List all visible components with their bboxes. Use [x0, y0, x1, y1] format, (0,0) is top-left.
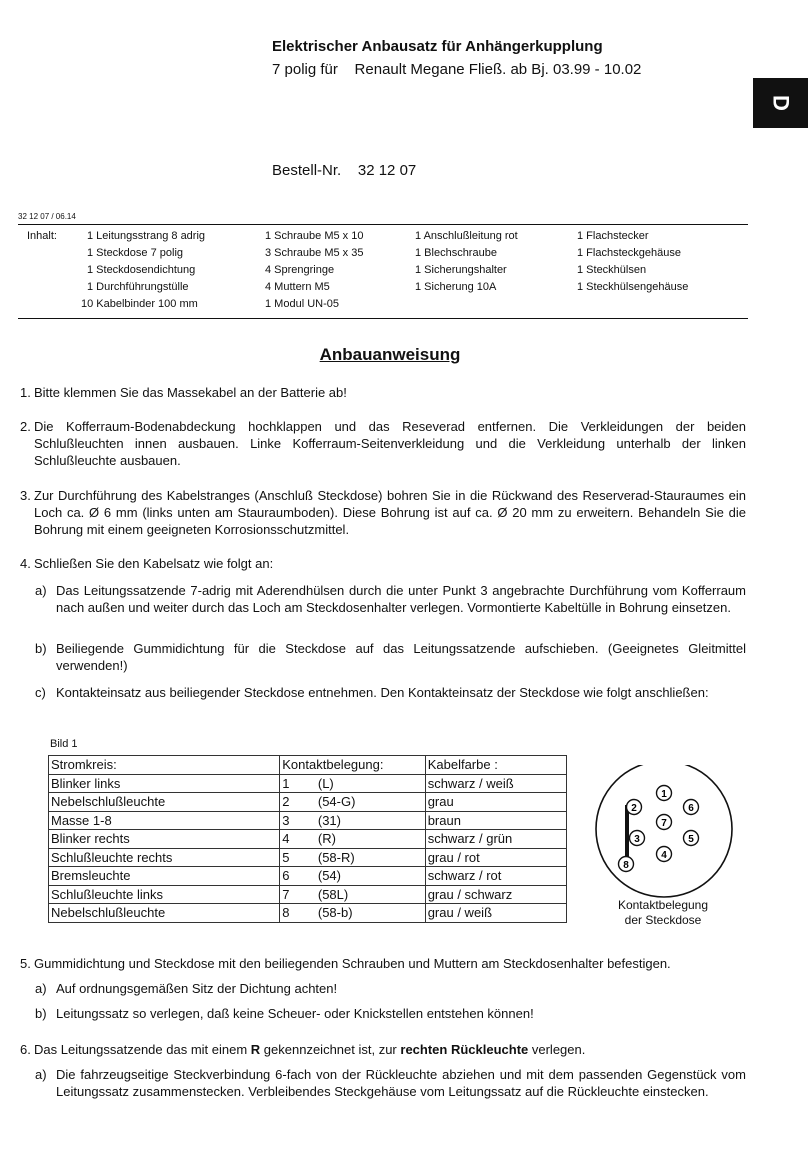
socket-caption-line1: Kontaktbelegung — [617, 898, 709, 912]
socket-pin-label: 3 — [634, 834, 640, 845]
circuit-cell: Blinker links — [49, 774, 280, 793]
step-5 — [20, 955, 760, 972]
pin-assignment-table — [48, 755, 567, 923]
code-cell: (54-G) — [316, 793, 425, 812]
step-2 — [20, 418, 746, 469]
contents-item: 1 Durchführungstülle — [87, 281, 189, 293]
step-6a — [35, 1066, 746, 1100]
code-cell: (58L) — [316, 885, 425, 904]
document-title: Elektrischer Anbausatz für Anhängerkupplung — [272, 38, 603, 55]
sub-label: a) — [35, 981, 47, 996]
table-row — [49, 774, 567, 793]
contents-item: 1 Sicherung 10A — [415, 281, 497, 293]
step-5b — [35, 1005, 746, 1022]
socket-pin-label: 6 — [688, 803, 694, 814]
circuit-cell: Nebelschlußleuchte — [49, 793, 280, 812]
circuit-cell: Schlußleuchte links — [49, 885, 280, 904]
figure-caption: Bild 1 — [50, 738, 78, 750]
contents-item: 1 Steckhülsengehäuse — [577, 281, 689, 293]
contents-item: 1 Steckdose 7 polig — [87, 247, 184, 259]
pin-cell: 4 — [280, 830, 316, 849]
step-text: Bitte klemmen Sie das Massekabel an der Batterie ab! — [34, 385, 347, 400]
color-cell: schwarz / weiß — [425, 774, 566, 793]
contents-label: Inhalt: — [27, 230, 57, 242]
step-6 — [20, 1041, 760, 1058]
code-cell: (L) — [316, 774, 425, 793]
contents-item: 1 Sicherungshalter — [415, 264, 507, 276]
socket-diagram — [592, 765, 742, 900]
color-cell: schwarz / grün — [425, 830, 566, 849]
header-cell: Kontaktbelegung: — [280, 756, 425, 775]
circuit-cell: Masse 1-8 — [49, 811, 280, 830]
sub-text: Das Leitungssatzende 7-adrig mit Aderendhülsen durch die unter Punkt 3 angebrachte Durchführung vom Kofferraum nach außen und weiter durch das Loch am Steckdosenhalter verlegen. Vormontierte Kabeltülle in Bohrung einsetzen. — [56, 583, 746, 615]
contents-item: 1 Flachsteckgehäuse — [577, 247, 681, 259]
code-cell: (58-R) — [316, 848, 425, 867]
step-6-text-post: verlegen. — [528, 1042, 586, 1057]
contents-item: 1 Schraube M5 x 10 — [265, 230, 364, 242]
socket-caption-line2: der Steckdose — [624, 913, 702, 927]
step-number: 2. — [20, 419, 31, 434]
color-cell: grau / rot — [425, 848, 566, 867]
contents-item: 1 Modul UN-05 — [265, 298, 339, 310]
step-4 — [20, 555, 746, 572]
table-row — [49, 904, 567, 923]
pin-cell: 7 — [280, 885, 316, 904]
table-row — [49, 848, 567, 867]
language-tab-label: D — [768, 95, 794, 111]
pin-cell: 8 — [280, 904, 316, 923]
table-row — [49, 830, 567, 849]
color-cell: grau / schwarz — [425, 885, 566, 904]
contents-list — [0, 0, 808, 340]
step-6-target: rechten Rückleuchte — [400, 1042, 529, 1057]
pin-cell: 6 — [280, 867, 316, 886]
header-cell: Stromkreis: — [49, 756, 280, 775]
step-6-marker: R — [250, 1042, 261, 1057]
color-cell: grau / weiß — [425, 904, 566, 923]
sub-text: Die fahrzeugseitige Steckverbindung 6-fach von der Rückleuchte abziehen und mit dem passenden Gegenstück vom Leitungssatz zusammenstecken. Verbleibendes Steckgehäuse vom Leitungssatz auf die Rückleuchte einstecken. — [56, 1067, 746, 1099]
table-row — [49, 811, 567, 830]
circuit-cell: Bremsleuchte — [49, 867, 280, 886]
step-text: Zur Durchführung des Kabelstranges (Anschluß Steckdose) bohren Sie in die Rückwand des Reserverad-Stauraumes ein Loch ca. Ø 6 mm (links unten am Stauraumboden). Diese Bohrung ist auf ca. Ø 20 mm zu erweitern. Behandeln Sie die Bohrung mit einem geeigneten Korrosionsschutzmittel. — [34, 488, 746, 537]
socket-pin-label: 1 — [661, 789, 667, 800]
step-4b — [35, 640, 746, 674]
table-header-row — [49, 756, 567, 775]
color-cell: grau — [425, 793, 566, 812]
color-cell: schwarz / rot — [425, 867, 566, 886]
table-row — [49, 885, 567, 904]
contents-item: 1 Steckdosendichtung — [87, 264, 196, 276]
step-number: 5. — [20, 956, 31, 971]
order-label: Bestell-Nr. — [272, 162, 342, 179]
table-row — [49, 793, 567, 812]
sub-text: Leitungssatz so verlegen, daß keine Scheuer- oder Knickstellen entstehen können! — [56, 1006, 534, 1021]
contents-item: 1 Anschlußleitung rot — [415, 230, 518, 242]
socket-pin-label: 4 — [661, 850, 667, 861]
socket-caption — [598, 898, 728, 928]
socket-outline — [596, 765, 732, 897]
step-number: 6. — [20, 1042, 31, 1057]
code-cell: (R) — [316, 830, 425, 849]
sub-label: c) — [35, 685, 46, 700]
sub-label: a) — [35, 583, 47, 598]
circuit-cell: Blinker rechts — [49, 830, 280, 849]
contents-item: 1 Leitungsstrang 8 adrig — [87, 230, 206, 242]
pin-cell: 2 — [280, 793, 316, 812]
contents-item: 1 Blechschraube — [415, 247, 497, 259]
contents-bottom-rule — [18, 318, 748, 319]
circuit-cell: Nebelschlußleuchte — [49, 904, 280, 923]
pin-cell: 3 — [280, 811, 316, 830]
subtitle-prefix: 7 polig für — [272, 61, 338, 78]
socket-pin-label: 8 — [623, 860, 629, 871]
sub-label: b) — [35, 1006, 47, 1021]
code-cell: (54) — [316, 867, 425, 886]
sub-text: Kontakteinsatz aus beiliegender Steckdose entnehmen. Den Kontakteinsatz der Steckdose wie folgt anschließen: — [56, 685, 709, 700]
contents-item: 3 Schraube M5 x 35 — [265, 247, 364, 259]
step-number: 4. — [20, 556, 31, 571]
pin-cell: 5 — [280, 848, 316, 867]
step-4c — [35, 684, 746, 701]
code-cell: (31) — [316, 811, 425, 830]
sub-text: Beiliegende Gummidichtung für die Steckdose auf das Leitungssatzende aufschieben. (Geeignetes Gleitmittel verwenden!) — [56, 641, 746, 673]
socket-pin-label: 2 — [631, 803, 637, 814]
sub-label: a) — [35, 1067, 47, 1082]
sub-label: b) — [35, 641, 47, 656]
contents-item: 1 Flachstecker — [577, 230, 649, 242]
socket-pin-label: 5 — [688, 834, 694, 845]
step-text: Die Kofferraum-Bodenabdeckung hochklappen und das Reseverad entfernen. Die Verkleidungen der beiden Schlußleuchten innen ausbauen. Linke Kofferraum-Seitenverkleidung und die Verkleidung unterhalb der linken Schlußleuchte ausbauen. — [34, 419, 746, 468]
socket-pin-label: 7 — [661, 818, 667, 829]
pin-cell: 1 — [280, 774, 316, 793]
instructions-heading: Anbauanweisung — [319, 345, 461, 364]
step-4a — [35, 582, 746, 616]
step-1 — [20, 384, 746, 401]
code-cell: (58-b) — [316, 904, 425, 923]
step-6-text-mid: gekennzeichnet ist, zur — [260, 1042, 401, 1057]
color-cell: braun — [425, 811, 566, 830]
step-number: 1. — [20, 385, 31, 400]
step-text: Gummidichtung und Steckdose mit den beiliegenden Schrauben und Muttern am Steckdosenhalter befestigen. — [34, 956, 671, 971]
contents-item: 4 Sprengringe — [265, 264, 335, 276]
step-5a — [35, 980, 746, 997]
subtitle-vehicle: Renault Megane Fließ. ab Bj. 03.99 - 10.02 — [354, 61, 642, 78]
step-text — [34, 1041, 760, 1058]
step-3 — [20, 487, 746, 538]
contents-item: 1 Steckhülsen — [577, 264, 647, 276]
sub-text: Auf ordnungsgemäßen Sitz der Dichtung achten! — [56, 981, 338, 996]
contents-item: 4 Muttern M5 — [265, 281, 330, 293]
contents-item: 10 Kabelbinder 100 mm — [81, 298, 198, 310]
circuit-cell: Schlußleuchte rechts — [49, 848, 280, 867]
step-text: Schließen Sie den Kabelsatz wie folgt an: — [34, 556, 274, 571]
step-number: 3. — [20, 488, 31, 503]
step-6-text-pre: Das Leitungssatzende das mit einem — [34, 1042, 251, 1057]
document-code: 32 12 07 / 06.14 — [18, 212, 76, 221]
order-value: 32 12 07 — [357, 162, 417, 179]
table-row — [49, 867, 567, 886]
header-cell: Kabelfarbe : — [425, 756, 566, 775]
